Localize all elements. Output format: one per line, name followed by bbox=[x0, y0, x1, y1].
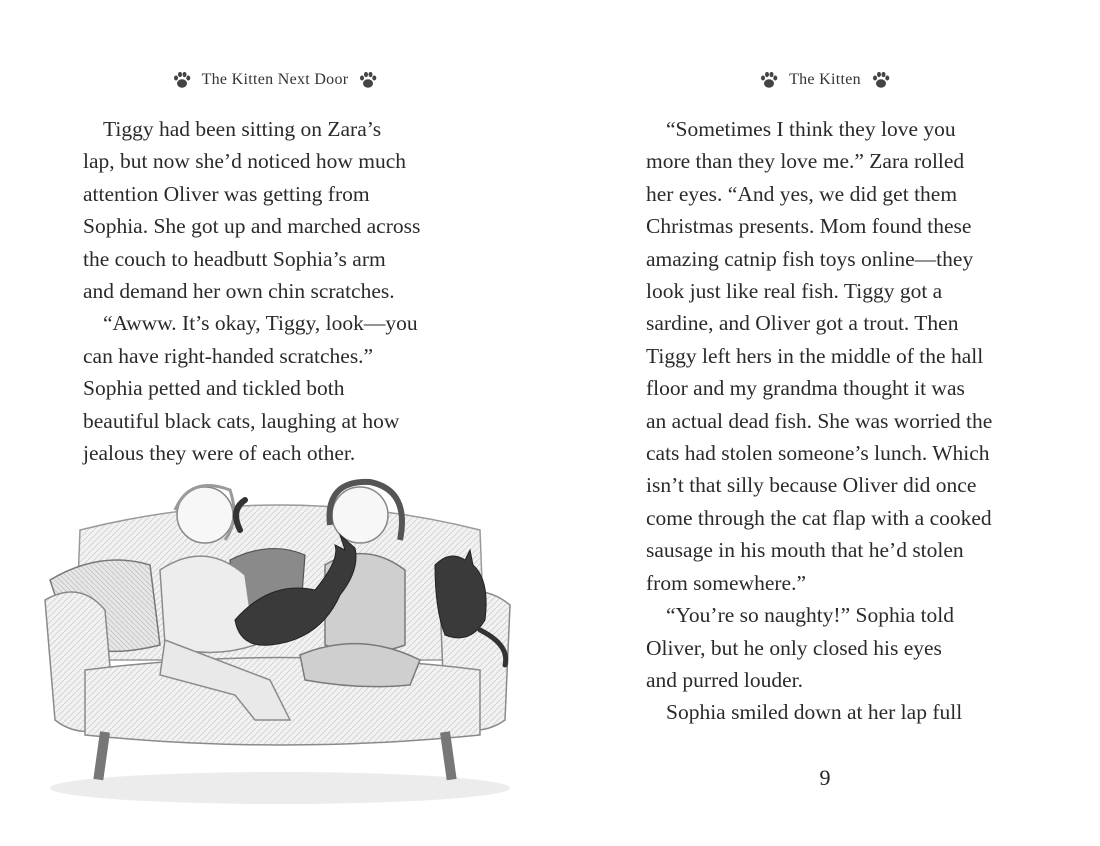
text-line: Tiggy had been sitting on Zara’s bbox=[103, 117, 382, 141]
paw-print-icon bbox=[358, 70, 378, 90]
running-head-title: The Kitten bbox=[789, 71, 861, 88]
running-head-title: The Kitten Next Door bbox=[201, 71, 349, 88]
text-line: more than they love me.” Zara rolled bbox=[646, 149, 965, 174]
text-line: amazing catnip fish toys online—they bbox=[646, 246, 974, 271]
text-line: beautiful black cats, laughing at how bbox=[83, 408, 400, 433]
text-line: can have right-handed scratches.” bbox=[83, 343, 374, 368]
text-line: sausage in his mouth that he’d stolen bbox=[646, 538, 964, 563]
text-line: attention Oliver was getting from bbox=[83, 181, 370, 206]
paw-print-icon bbox=[871, 70, 891, 90]
text-line: look just like real fish. Tiggy got a bbox=[646, 279, 943, 304]
text-line: sardine, and Oliver got a trout. Then bbox=[646, 311, 959, 336]
text-line: jealous they were of each other. bbox=[83, 441, 356, 466]
text-line: Christmas presents. Mom found these bbox=[646, 214, 972, 239]
body-text-left bbox=[83, 113, 463, 469]
page-number: 9 bbox=[819, 765, 831, 790]
text-line: “You’re so naughty!” Sophia told bbox=[666, 603, 955, 628]
text-line: “Awww. It’s okay, Tiggy, look—you bbox=[103, 311, 418, 336]
text-line: Oliver, but he only closed his eyes bbox=[646, 635, 942, 660]
right-page bbox=[550, 0, 1100, 846]
running-head-right bbox=[550, 70, 1100, 90]
text-line: the couch to headbutt Sophia’s arm bbox=[83, 246, 386, 271]
text-line: an actual dead fish. She was worried the bbox=[646, 408, 993, 433]
text-line: and demand her own chin scratches. bbox=[83, 279, 395, 304]
text-line: Sophia smiled down at her lap full bbox=[666, 700, 963, 725]
text-line: isn’t that silly because Oliver did once bbox=[646, 473, 977, 498]
paw-print-icon bbox=[172, 70, 192, 90]
text-line: Sophia. She got up and marched across bbox=[83, 214, 421, 239]
text-line: floor and my grandma thought it was bbox=[646, 376, 965, 401]
paw-print-icon bbox=[759, 70, 779, 90]
text-line: and purred louder. bbox=[646, 667, 804, 692]
text-line: lap, but now she’d noticed how much bbox=[83, 149, 407, 174]
text-line: cats had stolen someone’s lunch. Which bbox=[646, 441, 990, 466]
text-line: Tiggy left hers in the middle of the hall bbox=[646, 343, 984, 368]
text-line: her eyes. “And yes, we did get them bbox=[646, 181, 958, 206]
text-line: from somewhere.” bbox=[646, 570, 806, 595]
text-line: come through the cat flap with a cooked bbox=[646, 505, 992, 530]
text-line: Sophia petted and tickled both bbox=[83, 376, 345, 401]
couch-illustration bbox=[40, 470, 520, 820]
body-text-right bbox=[646, 113, 1031, 729]
text-line: “Sometimes I think they love you bbox=[666, 117, 956, 141]
running-head-left bbox=[0, 70, 550, 90]
